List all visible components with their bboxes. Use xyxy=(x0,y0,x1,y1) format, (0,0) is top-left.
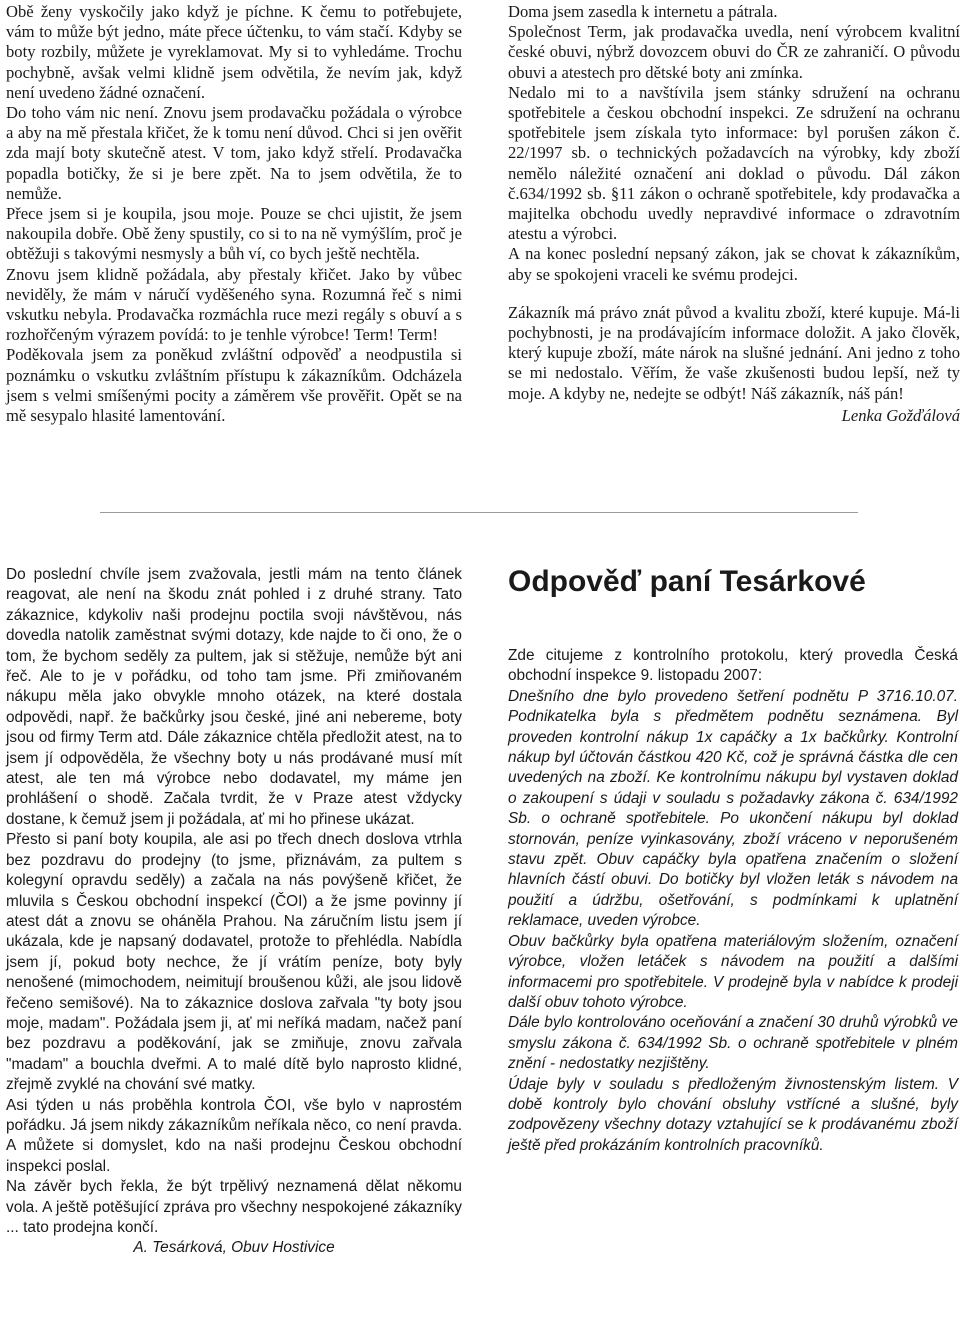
paragraph: Zákazník má právo znát původ a kvalitu zboží, které kupuje. Má-li pochybnosti, je na prodávajícím informace doložit. A jako člověk, který kupuje zboží, máte nárok na slušné jednání. Ani jedno z toho se mi nedostalo. Věřím, že vaše zkušenosti budou lepší, než ty moje. A kdyby ne, nedejte se odbýt! Náš zákazník, náš pán! xyxy=(508,302,960,403)
author-signature: Lenka Gožďálová xyxy=(841,405,960,425)
paragraph: Přesto si paní boty koupila, ale asi po třech dnech doslova vtrhla bez pozdravu do prodejny (to jsme, přiznávám, za pultem s kolegyní opravdu seděly) a začala na nás povýšeně křičet, že mluvila s Českou obchodní inspekcí (ČOI) a že jsme povinny jí atest dát a znovu se oháněla Prahou. Na záručním listu jsem jí ukázala, kde je napsaný dodavatel, protože to přehlédla. Nabídla jsem jí, pokud boty nechce, že jí vrátím peníze, boty byly nenošené (mimochodem, neimitují broušenou kůži, ale jsou lidově řečeno semišové). Na to zákaznice doslova zařvala "ty boty jsou moje, madam". Požádala jsem ji, ať mi neříká madam, načež paní bez pozdravu a poděkování, jak se zmiňuje, znovu zařvala "madam" a bouchla dveřmi. A to malé dítě bylo naprosto klidné, zřejmě zvyklé na chování své matky. xyxy=(6,831,462,1094)
author-signature: A. Tesárková, Obuv Hostivice xyxy=(133,1239,335,1257)
bottom-right-column xyxy=(508,564,958,1156)
quote-paragraph: Dnešního dne bylo provedeno šetření podnětu P 3716.10.07. Podnikatelka byla s předmětem podnětu seznámena. Byl proveden kontrolní nákup 1x capáčky a 1x bačkůrky. Kontrolní nákup byl účtován částkou 420 Kč, což je správná částka dle cen uvedených na zboží. Ke kontrolnímu nákupu byl vystaven doklad o zakoupení s údaji v souladu s požadavky zákona č. 634/1992 Sb. o ochraně spotřebitele. Po ukončení nákupu byl doklad stornován, peníze vyinkasovány, zboží vráceno v neporušeném stavu zpět. Obuv capáčky byla opatřena značením o složení hlavních částí obuvi. Do botičky byl vložen leták s návodem na použití a údržbu, ošetřování, s podmínkami k uplatnění reklamace, uveden výrobce. xyxy=(508,687,958,930)
top-right-column xyxy=(508,2,960,426)
bottom-left-column xyxy=(6,565,462,1259)
top-left-column xyxy=(6,2,462,426)
quote-paragraph: Obuv bačkůrky byla opatřena materiálovým složením, označení výrobce, vložen letáček s návodem na použití a dalšími informacemi pro spotřebitele. V prodejně byla v nabídce k prodeji další obuv tohoto výrobce. xyxy=(508,932,958,1011)
paragraph: Obě ženy vyskočily jako když je píchne. K čemu to potřebujete, vám to může být jedno, máte přece účtenku, to vám stačí. Kdyby se boty rozbily, můžete je vyreklamovat. My si to vyhledáme. Trochu pochybně, avšak velmi klidně jsem odvětila, že nevím jak, když není uvedeno žádné označení. xyxy=(6,2,462,102)
paragraph: Do poslední chvíle jsem zvažovala, jestli mám na tento článek reagovat, ale není na škodu znát pohled i z druhé strany. Tato zákaznice, kdykoliv naši prodejnu poctila svoji návštěvou, nás dovedla natolik zaměstnat svými dotazy, kde najde to či ono, že o tom, že bychom seděly za pultem, jak si stěžuje, nemůže být ani řeč. Ale to je v pořádku, od toho tam jsme. Při zmiňovaném nákupu měla jako obvykle mnoho otázek, na které dostala odpovědi, např. že bačkůrky jsou české, jiné ani nebereme, boty jsou od firmy Term atd. Dále zákaznice chtěla předložit atest, na to jsem jí odpověděla, že všechny boty u nás prodávané musí mít atest, ale ten má výrobce nebo dodavatel, my máme jen prohlášení o shodě. Začala tvrdit, že v Praze atest vždycky dostane, k čemuž jsem ji požádala, ať mi ho přinese ukázat. xyxy=(6,566,462,828)
paragraph: Doma jsem zasedla k internetu a pátrala. xyxy=(508,2,778,21)
paragraph: Na závěr bych řekla, že být trpělivý neznamená dělat někomu vola. A ještě potěšující zpráva pro všechny nespokojené zákazníky ... tato prodejna končí. xyxy=(6,1178,462,1236)
paragraph: Poděkovala jsem za poněkud zvláštní odpověď a neodpustila si poznámku o vskutku zvláštním přístupu k zákazníkům. Odcházela jsem s velmi smíšenými pocity a záměrem vše prověřit. Opět se na mě sesypalo hlasité lamentování. xyxy=(6,345,462,426)
quote-paragraph: Dále bylo kontrolováno oceňování a značení 30 druhů výrobků ve smyslu zákona č. 634/1992 Sb. o ochraně spotřebitele v plném znění - nedostatky nezjištěny. xyxy=(508,1014,958,1073)
intro-paragraph: Zde citujeme z kontrolního protokolu, který provedla Česká obchodní inspekce 9. listopadu 2007: xyxy=(508,647,958,685)
quote-paragraph: Údaje byly v souladu s předloženým živnostenským listem. V době kontroly bylo chování obsluhy vstřícné a slušné, byly zodpovězeny všechny dotazy vztahující se k prodávanému zboží ještě před prokázáním kontrolních pracovníků. xyxy=(508,1075,958,1154)
spacer xyxy=(508,285,960,303)
paragraph: Do toho vám nic není. Znovu jsem prodavačku požádala o výrobce a aby na mě přestala křičet, že k tomu není důvod. Chci si jen ověřit zda mají boty skutečně atest. V tom, jako když střelí. Prodavačka popadla botičky, že si je bere zpět. Na to jsem odvětila, že to nemůže. xyxy=(6,103,462,203)
paragraph: A na konec poslední nepsaný zákon, jak se chovat k zákazníkům, aby se spokojeni vraceli ke svému prodejci. xyxy=(508,244,960,284)
paragraph: Přece jsem si je koupila, jsou moje. Pouze se chci ujistit, že jsem nakoupila dobře. Obě ženy spustily, co si to na ně vymýšlím, proč je obtěžuji s takovými nesmysly a bůh ví, co bych ještě nechtěla. xyxy=(6,204,462,264)
paragraph: Znovu jsem klidně požádala, aby přestaly křičet. Jako by vůbec neviděly, že mám v náručí vyděšeného syna. Rozumná řeč s nimi vskutku nebyla. Prodavačka rozmáchla ruce mezi regály s obuví a s rozhořčeným výrazem povídá: to je tenhle výrobce! Term! Term! xyxy=(6,264,462,345)
paragraph: Nedalo mi to a navštívila jsem stánky sdružení na ochranu spotřebitele a českou obchodní inspekci. Ze sdružení na ochranu spotřebitele jsem získala tyto informace: byl porušen zákon č. 22/1997 sb. o technických požadavcích na výrobky, kdy zboží nemělo náležité označení ani doklad o původu. Dál zákon č.634/1992 sb. §11 zákon o ochraně spotřebitele, kdy prodavačka a majitelka obchodu uvedly nepravdivé informace o zdravotním atestu a výrobci. xyxy=(508,82,960,244)
section-divider xyxy=(100,512,858,513)
paragraph: Společnost Term, jak prodavačka uvedla, není výrobcem kvalitní české obuvi, nýbrž dovozcem obuvi do ČR ze zahraničí. O původu obuvi a atestech pro dětské boty ani zmínka. xyxy=(508,22,960,82)
paragraph: Asi týden u nás proběhla kontrola ČOI, vše bylo v naprostém pořádku. Já jsem nikdy zákazníkům neříkala něco, co není pravda. A můžete si domyslet, kdo na naši prodejnu Českou obchodní inspekci poslal. xyxy=(6,1096,462,1175)
article-headline: Odpověď paní Tesárkové xyxy=(508,565,866,598)
